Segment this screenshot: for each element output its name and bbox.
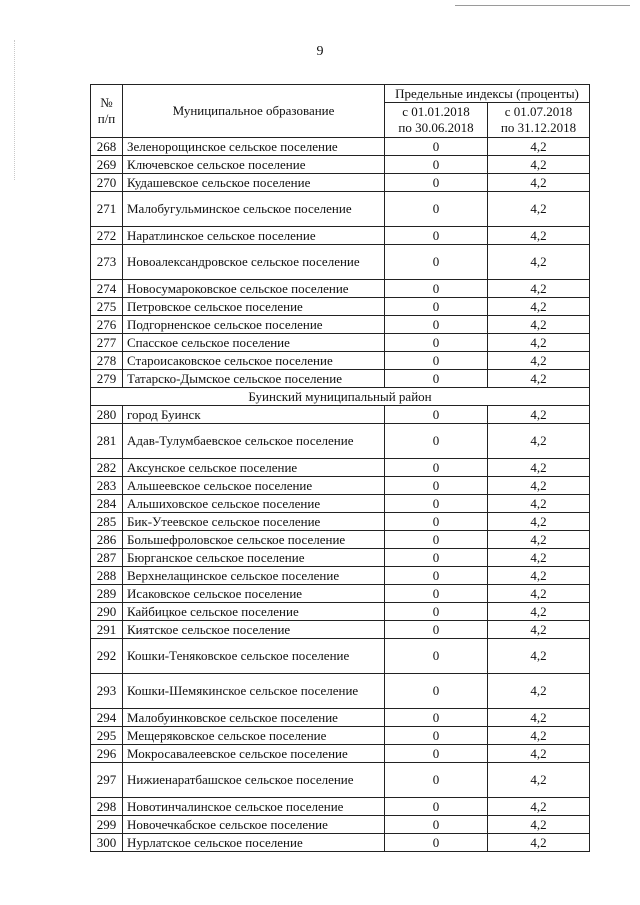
row-number: 287 (91, 549, 123, 567)
row-value-period-2: 4,2 (488, 370, 590, 388)
row-value-period-2: 4,2 (488, 316, 590, 334)
row-value-period-1: 0 (385, 406, 488, 424)
table-row (91, 280, 590, 298)
row-number: 279 (91, 370, 123, 388)
header-period-2 (488, 103, 590, 138)
row-value-period-2: 4,2 (488, 477, 590, 495)
table-row (91, 727, 590, 745)
district-row (91, 388, 590, 406)
row-number: 273 (91, 245, 123, 280)
table-row (91, 424, 590, 459)
district-section (91, 388, 590, 406)
row-value-period-2: 4,2 (488, 798, 590, 816)
table-row (91, 495, 590, 513)
row-value-period-1: 0 (385, 495, 488, 513)
row-name: Альшеевское сельское поселение (123, 477, 385, 495)
row-name: Новоалександровское сельское поселение (123, 245, 385, 280)
row-name: Большефроловское сельское поселение (123, 531, 385, 549)
row-value-period-2: 4,2 (488, 424, 590, 459)
table-row (91, 745, 590, 763)
row-value-period-1: 0 (385, 174, 488, 192)
row-number: 297 (91, 763, 123, 798)
row-name: Малобугульминское сельское поселение (123, 192, 385, 227)
row-value-period-2: 4,2 (488, 603, 590, 621)
row-number: 268 (91, 138, 123, 156)
table-row (91, 459, 590, 477)
row-number: 289 (91, 585, 123, 603)
table-row (91, 549, 590, 567)
table-row (91, 477, 590, 495)
row-name: Кудашевское сельское поселение (123, 174, 385, 192)
row-number: 293 (91, 674, 123, 709)
row-value-period-2: 4,2 (488, 834, 590, 852)
row-name: Петровское сельское поселение (123, 298, 385, 316)
row-value-period-2: 4,2 (488, 727, 590, 745)
table-row (91, 370, 590, 388)
header-name: Муниципальное образование (123, 85, 385, 138)
row-name: Исаковское сельское поселение (123, 585, 385, 603)
row-value-period-1: 0 (385, 567, 488, 585)
row-value-period-2: 4,2 (488, 406, 590, 424)
row-value-period-2: 4,2 (488, 585, 590, 603)
row-value-period-1: 0 (385, 298, 488, 316)
row-value-period-1: 0 (385, 424, 488, 459)
row-value-period-2: 4,2 (488, 745, 590, 763)
row-value-period-2: 4,2 (488, 174, 590, 192)
row-name: Адав-Тулумбаевское сельское поселение (123, 424, 385, 459)
header-period-1-text: с 01.01.2018 по 30.06.2018 (398, 104, 474, 135)
row-name: город Буинск (123, 406, 385, 424)
table-row (91, 639, 590, 674)
row-value-period-2: 4,2 (488, 298, 590, 316)
row-number: 286 (91, 531, 123, 549)
row-value-period-2: 4,2 (488, 531, 590, 549)
row-name: Альшиховское сельское поселение (123, 495, 385, 513)
table-row (91, 621, 590, 639)
row-name: Кошки-Шемякинское сельское поселение (123, 674, 385, 709)
row-number: 276 (91, 316, 123, 334)
row-number: 271 (91, 192, 123, 227)
table-row (91, 245, 590, 280)
row-value-period-1: 0 (385, 513, 488, 531)
table-row (91, 603, 590, 621)
row-value-period-1: 0 (385, 621, 488, 639)
page-number: 9 (316, 44, 324, 59)
table-row (91, 352, 590, 370)
row-value-period-2: 4,2 (488, 495, 590, 513)
row-number: 274 (91, 280, 123, 298)
row-number: 278 (91, 352, 123, 370)
table-row (91, 227, 590, 245)
row-number: 282 (91, 459, 123, 477)
row-number: 292 (91, 639, 123, 674)
table-row (91, 763, 590, 798)
table-row (91, 834, 590, 852)
row-name: Верхнелащинское сельское поселение (123, 567, 385, 585)
row-number: 300 (91, 834, 123, 852)
row-name: Наратлинское сельское поселение (123, 227, 385, 245)
row-number: 296 (91, 745, 123, 763)
row-number: 295 (91, 727, 123, 745)
table-row (91, 334, 590, 352)
row-value-period-1: 0 (385, 245, 488, 280)
row-number: 269 (91, 156, 123, 174)
row-number: 290 (91, 603, 123, 621)
row-name: Кошки-Теняковское сельское поселение (123, 639, 385, 674)
row-value-period-1: 0 (385, 727, 488, 745)
row-value-period-2: 4,2 (488, 709, 590, 727)
table-row (91, 174, 590, 192)
table-row (91, 298, 590, 316)
row-name: Подгорненское сельское поселение (123, 316, 385, 334)
row-value-period-1: 0 (385, 334, 488, 352)
row-value-period-2: 4,2 (488, 138, 590, 156)
row-value-period-1: 0 (385, 798, 488, 816)
row-number: 291 (91, 621, 123, 639)
row-value-period-2: 4,2 (488, 567, 590, 585)
row-value-period-1: 0 (385, 227, 488, 245)
row-value-period-1: 0 (385, 639, 488, 674)
table-row (91, 316, 590, 334)
row-name: Новосумароковское сельское поселение (123, 280, 385, 298)
row-value-period-2: 4,2 (488, 621, 590, 639)
header-period-2-text: с 01.07.2018 по 31.12.2018 (500, 104, 577, 135)
margin-marks (14, 40, 17, 180)
header-group: Предельные индексы (проценты) (385, 85, 590, 103)
row-value-period-2: 4,2 (488, 352, 590, 370)
row-name: Ключевское сельское поселение (123, 156, 385, 174)
row-value-period-1: 0 (385, 192, 488, 227)
row-name: Спасское сельское поселение (123, 334, 385, 352)
row-value-period-2: 4,2 (488, 227, 590, 245)
row-name: Бюрганское сельское поселение (123, 549, 385, 567)
row-name: Нурлатское сельское поселение (123, 834, 385, 852)
table-row (91, 585, 590, 603)
row-name: Староисаковское сельское поселение (123, 352, 385, 370)
table-row (91, 674, 590, 709)
table-row (91, 531, 590, 549)
row-name: Кайбицкое сельское поселение (123, 603, 385, 621)
header-num (91, 85, 123, 138)
row-name: Нижиенаратбашское сельское поселение (123, 763, 385, 798)
row-value-period-1: 0 (385, 370, 488, 388)
row-value-period-1: 0 (385, 316, 488, 334)
row-value-period-1: 0 (385, 459, 488, 477)
row-number: 298 (91, 798, 123, 816)
table-body-b (91, 406, 590, 852)
row-value-period-2: 4,2 (488, 334, 590, 352)
table-row (91, 709, 590, 727)
row-number: 294 (91, 709, 123, 727)
row-number: 277 (91, 334, 123, 352)
row-value-period-2: 4,2 (488, 192, 590, 227)
table-row (91, 816, 590, 834)
row-value-period-2: 4,2 (488, 156, 590, 174)
table-row (91, 513, 590, 531)
row-name: Мокросавалеевское сельское поселение (123, 745, 385, 763)
row-value-period-1: 0 (385, 585, 488, 603)
row-number: 288 (91, 567, 123, 585)
row-name: Киятское сельское поселение (123, 621, 385, 639)
row-value-period-1: 0 (385, 763, 488, 798)
row-number: 283 (91, 477, 123, 495)
table-row (91, 138, 590, 156)
row-number: 281 (91, 424, 123, 459)
indices-table (90, 84, 590, 852)
table-header (91, 85, 590, 138)
row-value-period-1: 0 (385, 352, 488, 370)
top-rule (455, 5, 630, 6)
row-name: Мещеряковское сельское поселение (123, 727, 385, 745)
row-value-period-2: 4,2 (488, 763, 590, 798)
row-value-period-1: 0 (385, 834, 488, 852)
header-num-text: № п/п (97, 95, 116, 126)
row-number: 280 (91, 406, 123, 424)
row-number: 270 (91, 174, 123, 192)
table-row (91, 156, 590, 174)
row-value-period-1: 0 (385, 549, 488, 567)
row-number: 299 (91, 816, 123, 834)
row-number: 285 (91, 513, 123, 531)
row-value-period-2: 4,2 (488, 245, 590, 280)
row-name: Зеленорощинское сельское поселение (123, 138, 385, 156)
row-value-period-2: 4,2 (488, 816, 590, 834)
row-name: Новочечкабское сельское поселение (123, 816, 385, 834)
table-row (91, 406, 590, 424)
row-value-period-2: 4,2 (488, 639, 590, 674)
row-value-period-2: 4,2 (488, 280, 590, 298)
row-value-period-2: 4,2 (488, 513, 590, 531)
row-value-period-2: 4,2 (488, 674, 590, 709)
row-value-period-1: 0 (385, 531, 488, 549)
row-value-period-1: 0 (385, 138, 488, 156)
row-name: Татарско-Дымское сельское поселение (123, 370, 385, 388)
row-value-period-1: 0 (385, 280, 488, 298)
district-title: Буинский муниципальный район (91, 388, 590, 406)
row-number: 272 (91, 227, 123, 245)
row-name: Аксунское сельское поселение (123, 459, 385, 477)
table-row (91, 798, 590, 816)
row-value-period-1: 0 (385, 816, 488, 834)
table-row (91, 567, 590, 585)
row-value-period-2: 4,2 (488, 459, 590, 477)
table-row (91, 192, 590, 227)
row-name: Новотинчалинское сельское поселение (123, 798, 385, 816)
row-value-period-1: 0 (385, 745, 488, 763)
row-value-period-1: 0 (385, 477, 488, 495)
row-value-period-1: 0 (385, 156, 488, 174)
row-value-period-1: 0 (385, 709, 488, 727)
row-value-period-1: 0 (385, 603, 488, 621)
header-period-1 (385, 103, 488, 138)
row-name: Бик-Утеевское сельское поселение (123, 513, 385, 531)
row-name: Малобуинковское сельское поселение (123, 709, 385, 727)
row-value-period-2: 4,2 (488, 549, 590, 567)
row-value-period-1: 0 (385, 674, 488, 709)
row-number: 275 (91, 298, 123, 316)
table-body-a (91, 138, 590, 388)
row-number: 284 (91, 495, 123, 513)
